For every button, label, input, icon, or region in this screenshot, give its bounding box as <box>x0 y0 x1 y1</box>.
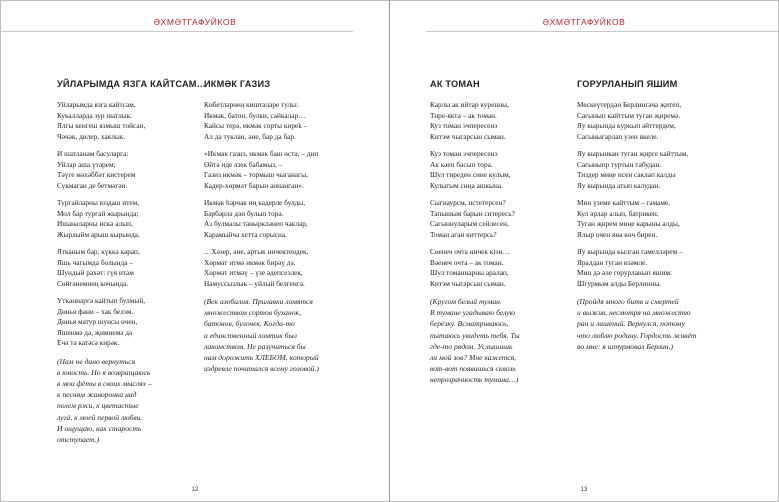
translation-block <box>204 296 354 374</box>
translation-line: (Пройдя много битв и смертей <box>577 297 679 306</box>
poem-column <box>577 79 727 352</box>
poem-line: Карамыйча хетта сорысна. <box>204 229 287 239</box>
poem-line: Дөнья матур шунсы өчен, <box>57 317 138 326</box>
stanza-gap <box>204 240 354 247</box>
translation-line: непрозрачность тумана…) <box>430 375 519 385</box>
poem-line: Кадер-хөрмәт барын аннанган». <box>204 180 304 190</box>
translation-line: лугá, к моей первой любви. <box>57 412 143 422</box>
translation-line: где-то рядом. Услышишь <box>430 341 513 351</box>
translation-line: ли мой зов? Мне кажется, <box>430 353 517 363</box>
running-head: ӘХМӘТГАФУЙКОВ <box>153 17 237 27</box>
page-number: 13 <box>580 487 588 493</box>
poem-line: Мескеүтердән Берлингача җитеп, <box>577 100 682 109</box>
poem-line: Сыгнаурсм, истетерсен? <box>430 198 506 207</box>
poem-line: Мин үземе кайттым – гамаме, <box>577 198 671 207</box>
translation-line: ран и лишений. Вернулся, потому <box>577 319 685 329</box>
poem-line: Сөенеч очта ничек кiэн… <box>430 247 510 256</box>
translation-line: к песням жаворонка над <box>57 390 137 400</box>
stanza-gap <box>430 191 580 198</box>
poem-line: Дөнья фани – хак белэм. <box>57 306 134 316</box>
poem-line: Сөйгәнемнең кочында. <box>57 278 129 288</box>
poem-column <box>204 79 354 374</box>
poem-line: Кулыгым сиңа ашкына. <box>430 180 503 190</box>
left-page <box>1 1 389 501</box>
poem-line: Тәүге мәхәббәт кистерем <box>57 170 136 179</box>
poem-line: Кукалларда зур шатлык. <box>57 110 132 120</box>
translation-line: берёзку. Всматриваюсь, <box>430 319 509 329</box>
poem-line: Яу кырында куркып әйттердем, <box>577 121 676 130</box>
translation-line: и выжив, несмотря на множество <box>577 308 691 318</box>
translation-line: лакомством. Не разучиться бы <box>204 341 306 351</box>
poem-line: Яшь чагымда болында – <box>57 257 133 267</box>
translation-line: полем ржи, к цветастые <box>57 401 139 411</box>
poem-line: Сагыныгарлап узен вкеле. <box>577 131 659 141</box>
poem-line: Газиз икмәк – тормыш чыганагы, <box>204 170 308 179</box>
translation-line: в мои фёты в своих мыслях – <box>57 378 152 388</box>
translation-line: в юность. Но я возвращаюсь <box>57 367 151 377</box>
poem-line: Сукмаган де бетмәгән. <box>57 180 128 190</box>
poem-line: Бәрбәрлә дән булып торә. <box>204 208 284 218</box>
poem-line: Яу кырында атып калудан. <box>577 180 661 190</box>
poem-column <box>57 79 207 445</box>
translation-line: во мне: я штурмовал Берлин.) <box>577 341 673 351</box>
poem-line: Тургайларны юздаш итем, <box>57 198 140 207</box>
poem-line: Үткәннәргә кайтып булмый, <box>57 296 146 305</box>
poem-line: Туган җирем миңе карыны алды, <box>577 219 680 228</box>
translation-line: отступает.) <box>57 434 100 444</box>
poem-line: Кибетләрнең киштәләре тулы: <box>204 100 299 109</box>
poem-line: Томан аган киттерсь? <box>430 229 497 239</box>
poem-line: Ечә тә катәсә кирәк. <box>57 338 120 347</box>
poem-line: Куэ томан эчпересенэ <box>430 149 498 158</box>
running-head: ӘХМӘТГАФУЙКОВ <box>542 17 626 27</box>
poem-line: Тиздер миңе исен саклап калды <box>577 170 676 179</box>
translation-line: И ощущаю, как старость <box>57 423 142 433</box>
translation-line: нам дорожить ХЛЕБОМ, который <box>204 353 319 363</box>
stanza-gap <box>57 142 207 149</box>
translation-line: (Век изобилия. Прилавки ломятся <box>204 297 313 306</box>
poem-line: Яу кырынкан туган җирге кайттым, <box>577 149 689 158</box>
poem-line: Өйтә иде әзек бабамыз, – <box>204 159 283 169</box>
page-number: 12 <box>191 487 199 493</box>
stanza-gap <box>430 142 580 149</box>
translation-line: множеством сортов буханок, <box>204 308 301 318</box>
header-rule <box>1 31 353 32</box>
poem-column <box>430 79 580 386</box>
poem-line: Хөрмәт итмәү – үзе әдепсезлек, <box>204 268 303 277</box>
header-rule <box>426 31 778 32</box>
poem-line: Яу кырында кылган гамелләрем – <box>577 247 683 256</box>
stanza-gap <box>577 142 727 149</box>
poem-line: Яралдан туган изәмле. <box>577 257 648 267</box>
poem-line: Кайсы терә, икмәк сорты киреk – <box>204 121 308 130</box>
translation-line: и единственный ломтик был <box>204 330 297 340</box>
poem-line: Шгурмым алды Берлинны. <box>577 278 661 288</box>
translation-block <box>57 356 207 446</box>
poem-line: Сагыннуларым сейлесен, <box>430 219 509 228</box>
poem-line: Икмәк һәрчак иң кадерле булды, <box>204 198 306 207</box>
translation-block <box>577 296 727 352</box>
right-page <box>390 1 778 501</box>
poem-line: Мол бар тургай жырында; <box>57 208 139 218</box>
stanza-gap <box>577 240 727 247</box>
stanza-gap <box>204 142 354 149</box>
translation-line: пытаюсь увидеть тебя. Ты <box>430 330 520 340</box>
poem-line: Шул томаннарны аралап, <box>430 268 509 277</box>
poem-line: Китэм чыгарсын сыман. <box>430 278 506 288</box>
poem-line: И шатланам басуларга: <box>57 149 129 158</box>
poem-line: …Хәзер, әне, артык ничектендек, <box>204 247 309 256</box>
poem-line: Ишаналарны искә алып, <box>57 219 133 228</box>
poem-title: ИКМӘК ГАЗИЗ <box>204 79 271 89</box>
poem-title: УЙЛАРЫМДА ЯЗГА КАЙТСАМ… <box>57 79 207 89</box>
poem-title: ГОРУРЛАНЫП ЯШИМ <box>577 79 678 89</box>
poem-line: Ал да туклан, әне, бар да бар. <box>204 131 296 141</box>
poem-line: Мин дә әле горурланып яшим: <box>577 268 672 277</box>
poem-line: Ак кәеп басып тора. <box>430 159 493 169</box>
poem-line: Уйлар аша үтәрем; <box>57 159 116 169</box>
poem-line: Шул тиреден синe кулым, <box>430 170 511 179</box>
stanza-gap <box>57 240 207 247</box>
poem-line: Уйларымда язга кайтсам, <box>57 100 136 109</box>
poem-line: Карлы ак ийтар куренны, <box>430 100 509 109</box>
poem-line: Икмәк, батон, булки, сайкалар… <box>204 110 306 120</box>
poem-line: Яшенмә дә, җимнемә дә <box>57 327 133 337</box>
translation-line: (Кругом белый туман. <box>430 297 502 306</box>
poem-line: Вәенеч очта – ак томан. <box>430 257 504 267</box>
poem-line: Чәчәк, дилер, хаклык. <box>57 131 126 141</box>
poem-line: Ялыр очен яна көч бирен. <box>577 229 658 239</box>
poem-line: Намуссызлык – уйлый белгенгә. <box>204 278 305 288</box>
stanza-gap <box>430 240 580 247</box>
poem-line: Жырлыйм арыш кырында. <box>57 229 140 239</box>
poem-line: Кул әрлар алып, батрикен. <box>577 208 659 218</box>
poem-line: Сагынып кайттым туган җиремә. <box>577 110 681 120</box>
poem-line: Китэм чыгарсын сыман. <box>430 131 506 141</box>
stanza-gap <box>577 191 727 198</box>
poem-line: «Икмәк газиз, икмәк баш өстә, – дип <box>204 149 319 158</box>
poem-line: Хөрмәт итмә икмәк бирәү дә. <box>204 257 296 267</box>
poem-line: Аз булмалы таныркләнеп чаклар, <box>204 219 308 228</box>
poem-line: Ятканым бар, күккә карап, <box>57 247 140 256</box>
translation-line: В тумане угадываю белую <box>430 308 516 318</box>
poem-line: Куз томан эчпересенэ <box>430 121 498 130</box>
poem-line: Тире-якта – ак томан. <box>430 110 497 120</box>
translation-line: издревле почитался всему головой.) <box>204 364 319 374</box>
translation-line: батонов, булочек. Когда-то <box>204 319 295 329</box>
poem-line: Шундый рәхәт: гүя итам <box>57 268 134 277</box>
translation-line: вот-вот появишься сквозь <box>430 364 516 374</box>
stanza-gap <box>204 191 354 198</box>
poem-line: Ялгы кенгеш язмыш тойсан, <box>57 121 146 130</box>
translation-line: (Нам не дано вернуться <box>57 356 136 366</box>
poem-line: Сагыныпр туртын табудан. <box>577 159 662 169</box>
translation-block <box>430 296 580 386</box>
poem-title: АК ТОМАН <box>430 79 480 89</box>
translation-line: что люблю родину. Гордость живёт <box>577 330 697 340</box>
stanza-gap <box>57 289 207 296</box>
stanza-gap <box>57 191 207 198</box>
poem-line: Тапышым барын ситересь? <box>430 208 515 218</box>
